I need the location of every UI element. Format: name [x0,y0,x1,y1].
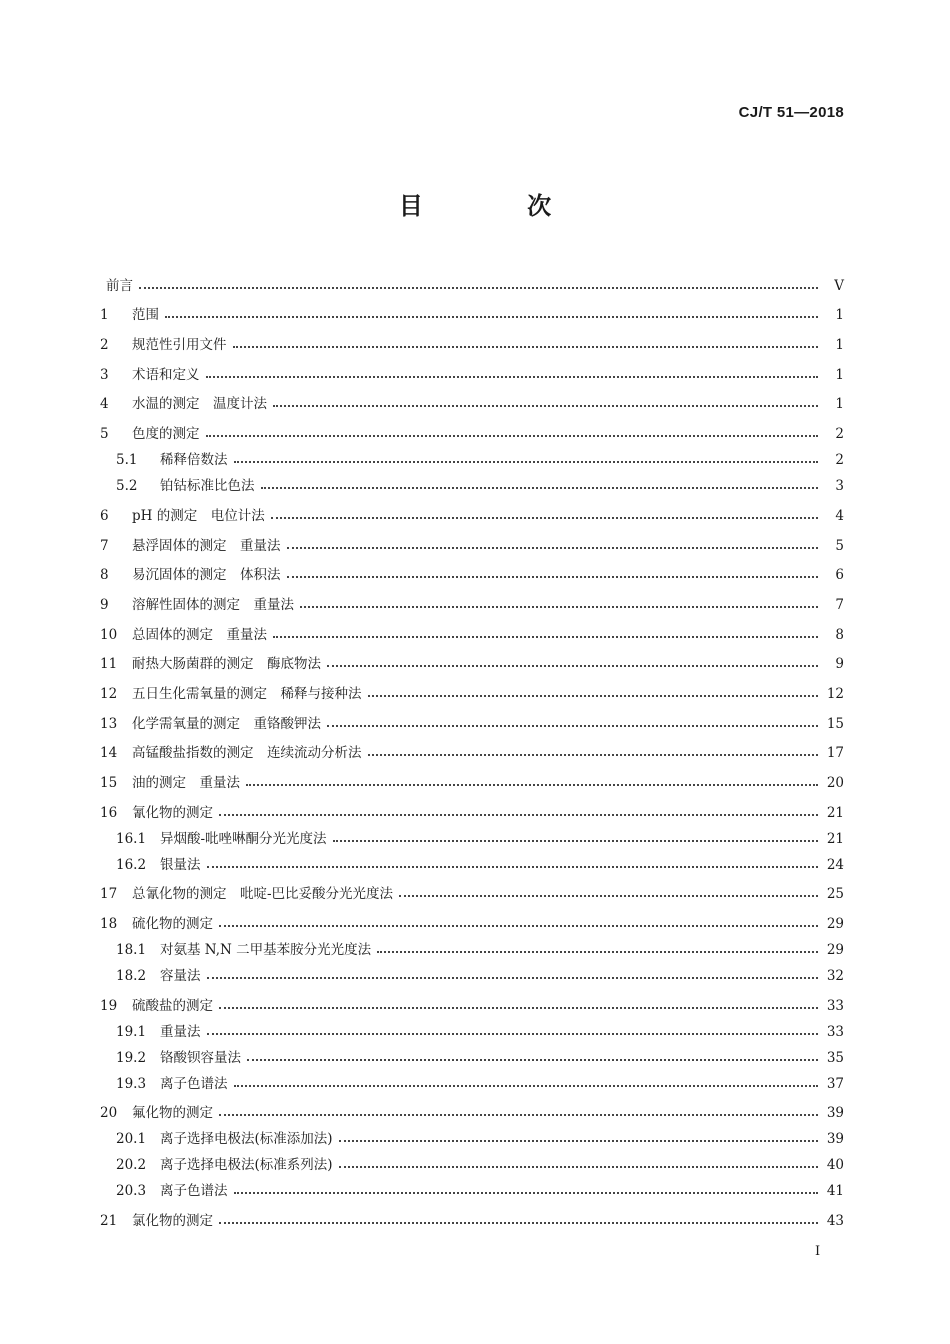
toc-entry-number: 12 [100,685,118,702]
dot-leader [219,1222,818,1224]
dot-leader [207,977,819,979]
toc-entry-title: 易沉固体的测定 体积法 [132,567,281,584]
toc-entry[interactable] [100,791,844,821]
toc-entry[interactable] [100,958,844,984]
dot-leader [165,316,818,318]
dot-leader [339,1140,818,1142]
toc-entry-title: 水温的测定 温度计法 [132,396,267,413]
toc-entry-number: 19 [100,997,118,1014]
toc-entry-page: 39 [826,1131,844,1148]
toc-entry-page: 1 [835,396,844,413]
toc-entry-page: 35 [826,1049,844,1066]
toc-entry[interactable] [100,1066,844,1092]
toc-entry-number: 4 [100,396,109,413]
toc-entry-title: 氯化物的测定 [132,1213,213,1230]
dot-leader [368,754,819,756]
toc-entry-number: 8 [100,567,109,584]
toc-entry-title: 前言 [106,277,133,294]
toc-entry-page: 33 [826,997,844,1014]
toc-entry[interactable] [100,1147,844,1173]
toc-entry[interactable] [100,1173,844,1199]
dot-leader [219,925,818,927]
toc-entry-title: 容量法 [160,968,201,985]
toc-entry[interactable] [100,761,844,791]
toc-entry-title: 溶解性固体的测定 重量法 [132,596,294,613]
toc-entry-number: 5.2 [116,478,138,495]
toc-entry-number: 5.1 [116,452,138,469]
toc-entry-number: 17 [100,886,118,903]
toc-entry[interactable] [100,1121,844,1147]
toc-entry[interactable] [100,1040,844,1066]
toc-entry-page: 41 [826,1183,844,1200]
dot-leader [287,547,819,549]
toc-entry-page: 37 [826,1075,844,1092]
toc-entry-number: 2 [100,337,109,354]
toc-entry-number: 21 [100,1213,118,1230]
toc-entry[interactable] [100,732,844,762]
dot-leader [300,606,818,608]
dot-leader [207,866,819,868]
toc-entry-page: 1 [835,337,844,354]
dot-leader [234,1192,819,1194]
toc-entry-title: 油的测定 重量法 [132,775,240,791]
dot-leader [246,784,818,786]
dot-leader [271,517,818,519]
toc-entry[interactable] [100,643,844,673]
toc-entry-page: 9 [835,656,844,673]
toc-entry-number: 9 [100,596,109,613]
toc-entry[interactable] [100,1092,844,1122]
dot-leader [287,576,819,578]
toc-entry-page: 21 [826,804,844,821]
toc-entry-page: 12 [826,685,844,702]
toc-entry-number: 20 [100,1105,118,1122]
table-of-contents [100,264,844,1229]
toc-entry-number: 20.2 [116,1157,147,1174]
toc-entry-title: 氟化物的测定 [132,1105,213,1122]
toc-entry[interactable] [100,442,844,468]
toc-entry[interactable] [100,294,844,324]
toc-entry-number: 18 [100,916,118,933]
toc-entry-page: 25 [826,886,844,903]
dot-leader [273,405,818,407]
toc-entry-page: 6 [835,567,844,584]
toc-entry-number: 3 [100,366,109,383]
dot-leader [234,1085,819,1087]
toc-entry-page: 3 [835,478,844,495]
toc-entry-page: 21 [826,830,844,847]
toc-entry-number: 19.3 [116,1075,147,1092]
toc-entry[interactable] [100,902,844,932]
toc-entry-title: 五日生化需氧量的测定 稀释与接种法 [132,685,362,702]
toc-entry-number: 16.2 [116,856,147,873]
toc-entry[interactable] [100,847,844,873]
toc-entry-title: 稀释倍数法 [160,452,228,469]
toc-entry-number: 5 [100,426,109,443]
toc-entry-title: 异烟酸-吡唑啉酮分光光度法 [160,830,327,847]
toc-entry-page: 39 [826,1105,844,1122]
toc-entry-title: 氰化物的测定 [132,804,213,821]
dot-leader [234,461,819,463]
toc-entry-title: 高锰酸盐指数的测定 连续流动分析法 [132,745,362,762]
toc-entry-page: 15 [826,715,844,732]
toc-entry-page: 1 [835,307,844,324]
toc-entry[interactable] [100,468,844,494]
toc-entry-title: 色度的测定 [132,426,200,443]
toc-entry[interactable] [100,494,844,524]
toc-entry-number: 18.2 [116,968,147,985]
toc-entry-page: 2 [835,426,844,443]
toc-entry[interactable] [100,323,844,353]
toc-entry-number: 16 [100,804,118,821]
dot-leader [399,895,818,897]
toc-entry[interactable] [100,583,844,613]
toc-entry[interactable] [100,672,844,702]
toc-entry-title: 化学需氧量的测定 重铬酸钾法 [132,715,321,732]
toc-entry-number: 16.1 [116,830,147,847]
toc-entry-title: 规范性引用文件 [132,337,227,354]
toc-entry-title: 硫酸盐的测定 [132,997,213,1014]
toc-entry[interactable] [100,873,844,903]
toc-entry[interactable] [100,984,844,1014]
dot-leader [219,1114,818,1116]
standard-number: CJ/T 51—2018 [738,104,844,121]
toc-entry-number: 19.2 [116,1049,147,1066]
toc-entry-title: 悬浮固体的测定 重量法 [132,537,281,554]
dot-leader [247,1059,818,1061]
toc-entry-number: 13 [100,715,118,732]
toc-entry-title: 离子选择电极法(标准添加法) [160,1131,333,1148]
toc-entry[interactable] [100,702,844,732]
toc-entry[interactable] [100,412,844,442]
toc-entry-page: 20 [826,775,844,791]
page-title: 目 次 [398,192,600,220]
toc-entry-page: 4 [835,507,844,524]
toc-entry-page: 43 [826,1213,844,1230]
toc-entry-number: 10 [100,626,118,643]
toc-entry-title: 离子色谱法 [160,1075,228,1092]
toc-entry-title: 范围 [132,307,159,324]
toc-entry-number: 6 [100,507,109,524]
dot-leader [327,665,818,667]
dot-leader [207,1033,819,1035]
toc-entry-page: 5 [835,537,844,554]
dot-leader [261,487,819,489]
page-folio: I [815,1244,821,1259]
toc-entry[interactable] [100,353,844,383]
toc-entry-number: 15 [100,775,118,791]
toc-entry-number: 20.1 [116,1131,147,1148]
toc-entry-number: 1 [100,307,109,324]
toc-entry-number: 11 [100,656,118,673]
dot-leader [368,695,819,697]
toc-entry-page: 33 [826,1023,844,1040]
toc-entry-title: 总氰化物的测定 吡啶-巴比妥酸分光光度法 [132,886,394,903]
dot-leader [339,1166,818,1168]
dot-leader [206,376,819,378]
toc-entry[interactable] [100,1014,844,1040]
dot-leader [139,287,818,289]
toc-entry-title: 术语和定义 [132,366,200,383]
dot-leader [377,951,818,953]
toc-entry-title: 离子色谱法 [160,1183,228,1200]
toc-entry-page: 17 [826,745,844,762]
dot-leader [219,814,818,816]
toc-entry-number: 7 [100,537,109,554]
toc-entry[interactable] [100,613,844,643]
toc-entry-page: 24 [826,856,844,873]
toc-entry[interactable] [100,1199,844,1229]
toc-entry-title: 银量法 [160,856,201,873]
toc-entry-number: 20.3 [116,1183,147,1200]
toc-entry-page: V [834,277,844,294]
dot-leader [273,636,818,638]
toc-entry-page: 29 [826,942,844,959]
toc-entry[interactable] [100,524,844,554]
dot-leader [233,346,819,348]
toc-entry-title: 铂钴标准比色法 [160,478,255,495]
dot-leader [206,435,819,437]
toc-entry-title: 对氨基 N,N 二甲基苯胺分光光度法 [160,942,372,959]
toc-entry-title: 总固体的测定 重量法 [132,626,267,643]
toc-entry-page: 32 [826,968,844,985]
toc-entry-page: 29 [826,916,844,933]
toc-entry[interactable] [100,932,844,958]
toc-entry[interactable] [100,383,844,413]
toc-entry-page: 1 [835,366,844,383]
toc-entry-page: 7 [835,596,844,613]
toc-entry-title: 离子选择电极法(标准系列法) [160,1157,333,1174]
toc-entry-page: 8 [835,626,844,643]
dot-leader [333,840,818,842]
toc-entry-page: 2 [835,452,844,469]
toc-entry-title: 耐热大肠菌群的测定 酶底物法 [132,656,321,673]
dot-leader [327,725,818,727]
dot-leader [219,1007,818,1009]
toc-entry[interactable] [100,821,844,847]
toc-entry-number: 19.1 [116,1023,147,1040]
toc-entry[interactable] [100,554,844,584]
toc-entry-title: 铬酸钡容量法 [160,1049,241,1066]
toc-entry-page: 40 [826,1157,844,1174]
toc-entry-title: pH 的测定 电位计法 [132,507,265,524]
toc-entry[interactable] [100,264,844,294]
toc-entry-title: 硫化物的测定 [132,916,213,933]
toc-entry-title: 重量法 [160,1023,201,1040]
toc-entry-number: 14 [100,745,118,762]
toc-entry-number: 18.1 [116,942,147,959]
